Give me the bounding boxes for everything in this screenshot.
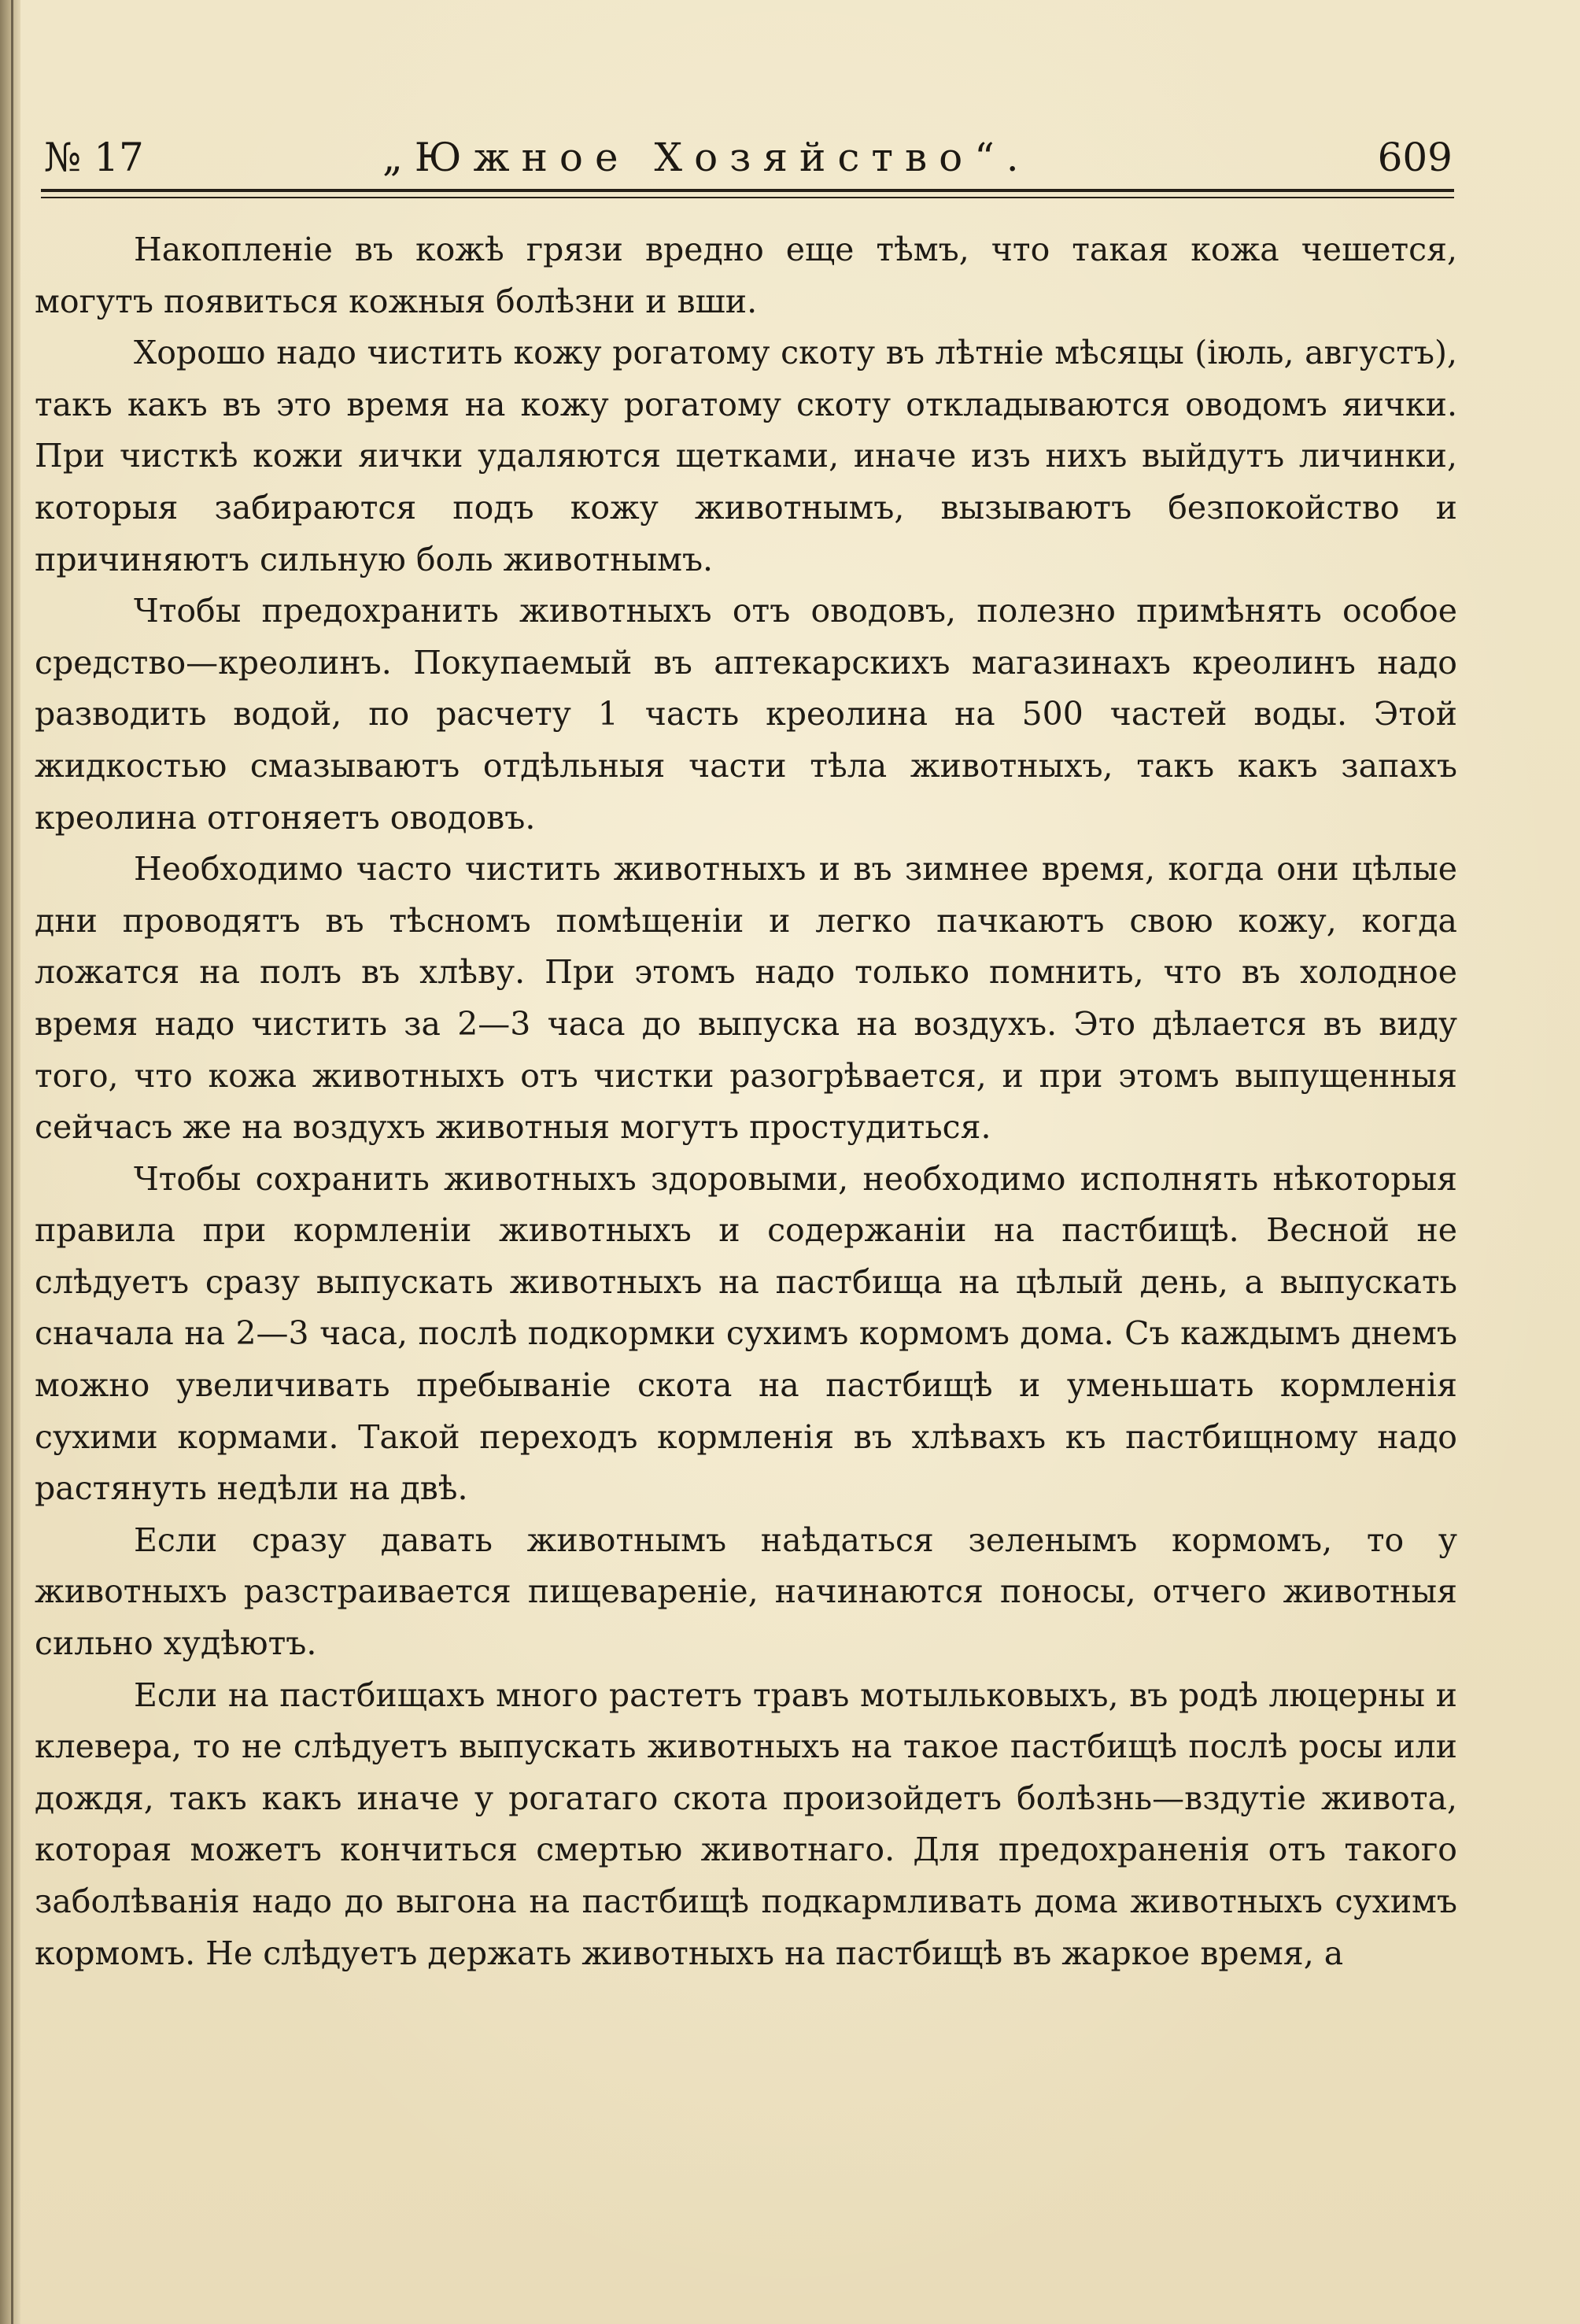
binding-line bbox=[11, 0, 13, 2324]
paragraph: Если на пастбищахъ много растетъ травъ мотыльковыхъ, въ родѣ люцерны и клевера, то не слѣдуетъ выпускать животныхъ на такое пастбищѣ послѣ росы или дождя, такъ какъ иначе у рогатаго скота произойдетъ болѣзнь—вздутіе живота, которая можетъ кончиться смертью животнаго. Для предохраненія отъ такого заболѣванія надо до выгона на пастбищѣ подкармливать дома животныхъ сухимъ кормомъ. Не слѣдуетъ держать животныхъ на пастбищѣ въ жаркое время, а bbox=[35, 1676, 1457, 1972]
article-body bbox=[35, 224, 1457, 1979]
header-rule-thin bbox=[41, 197, 1454, 198]
paragraph: Необходимо часто чистить животныхъ и въ зимнее время, когда они цѣлые дни проводятъ въ тѣсномъ помѣщеніи и легко пачкаютъ свою кожу, когда ложатся на полъ въ хлѣву. При этомъ надо только помнить, что въ холодное время надо чистить за 2—3 часа до выпуска на воздухъ. Это дѣлается въ виду того, что кожа животныхъ отъ чистки разогрѣвается, и при этомъ выпущенныя сейчасъ же на воздухъ животныя могутъ простудиться. bbox=[35, 850, 1457, 1147]
paragraph: Хорошо надо чистить кожу рогатому скоту въ лѣтніе мѣсяцы (іюль, августъ), такъ какъ въ это время на кожу рогатому скоту откладываются оводомъ яички. При чисткѣ кожи яички удаляются щетками, иначе изъ нихъ выйдутъ личинки, которыя забираются подъ кожу животнымъ, вызываютъ безпокойство и причиняютъ сильную боль животнымъ. bbox=[35, 334, 1457, 578]
binding-edge bbox=[0, 0, 20, 2324]
running-header bbox=[44, 126, 1453, 189]
paragraph: Если сразу давать животнымъ наѣдаться зеленымъ кормомъ, то у животныхъ разстраивается пищевареніе, начинаются поносы, отчего животныя сильно худѣютъ. bbox=[35, 1520, 1457, 1663]
paragraph: Чтобы предохранить животныхъ отъ оводовъ, полезно примѣнять особое средство—креолинъ. Покупаемый въ аптекарскихъ магазинахъ креолинъ надо разводить водой, по расчету 1 часть креолина на 500 частей воды. Этой жидкостью смазываютъ отдѣльныя части тѣла животныхъ, такъ какъ запахъ креолина отгоняетъ оводовъ. bbox=[35, 592, 1457, 837]
issue-number: № 17 bbox=[44, 135, 144, 180]
header-rule bbox=[41, 189, 1454, 192]
journal-title: „Южное Хозяйство“. bbox=[382, 135, 1031, 180]
paragraph: Накопленіе въ кожѣ грязи вредно еще тѣмъ, что такая кожа чешется, могутъ появиться кожныя болѣзни и вши. bbox=[35, 231, 1457, 320]
page-number: 609 bbox=[1377, 135, 1453, 180]
paragraph: Чтобы сохранить животныхъ здоровыми, необходимо исполнять нѣкоторыя правила при кормленіи животныхъ и содержаніи на пастбищѣ. Весной не слѣдуетъ сразу выпускать животныхъ на пастбища на цѣлый день, а выпускать сначала на 2—3 часа, послѣ подкормки сухимъ кормомъ дома. Съ каждымъ днемъ можно увеличивать пребываніе скота на пастбищѣ и уменьшать кормленія сухими кормами. Такой переходъ кормленія въ хлѣвахъ къ пастбищному надо растянуть недѣли на двѣ. bbox=[35, 1159, 1457, 1508]
